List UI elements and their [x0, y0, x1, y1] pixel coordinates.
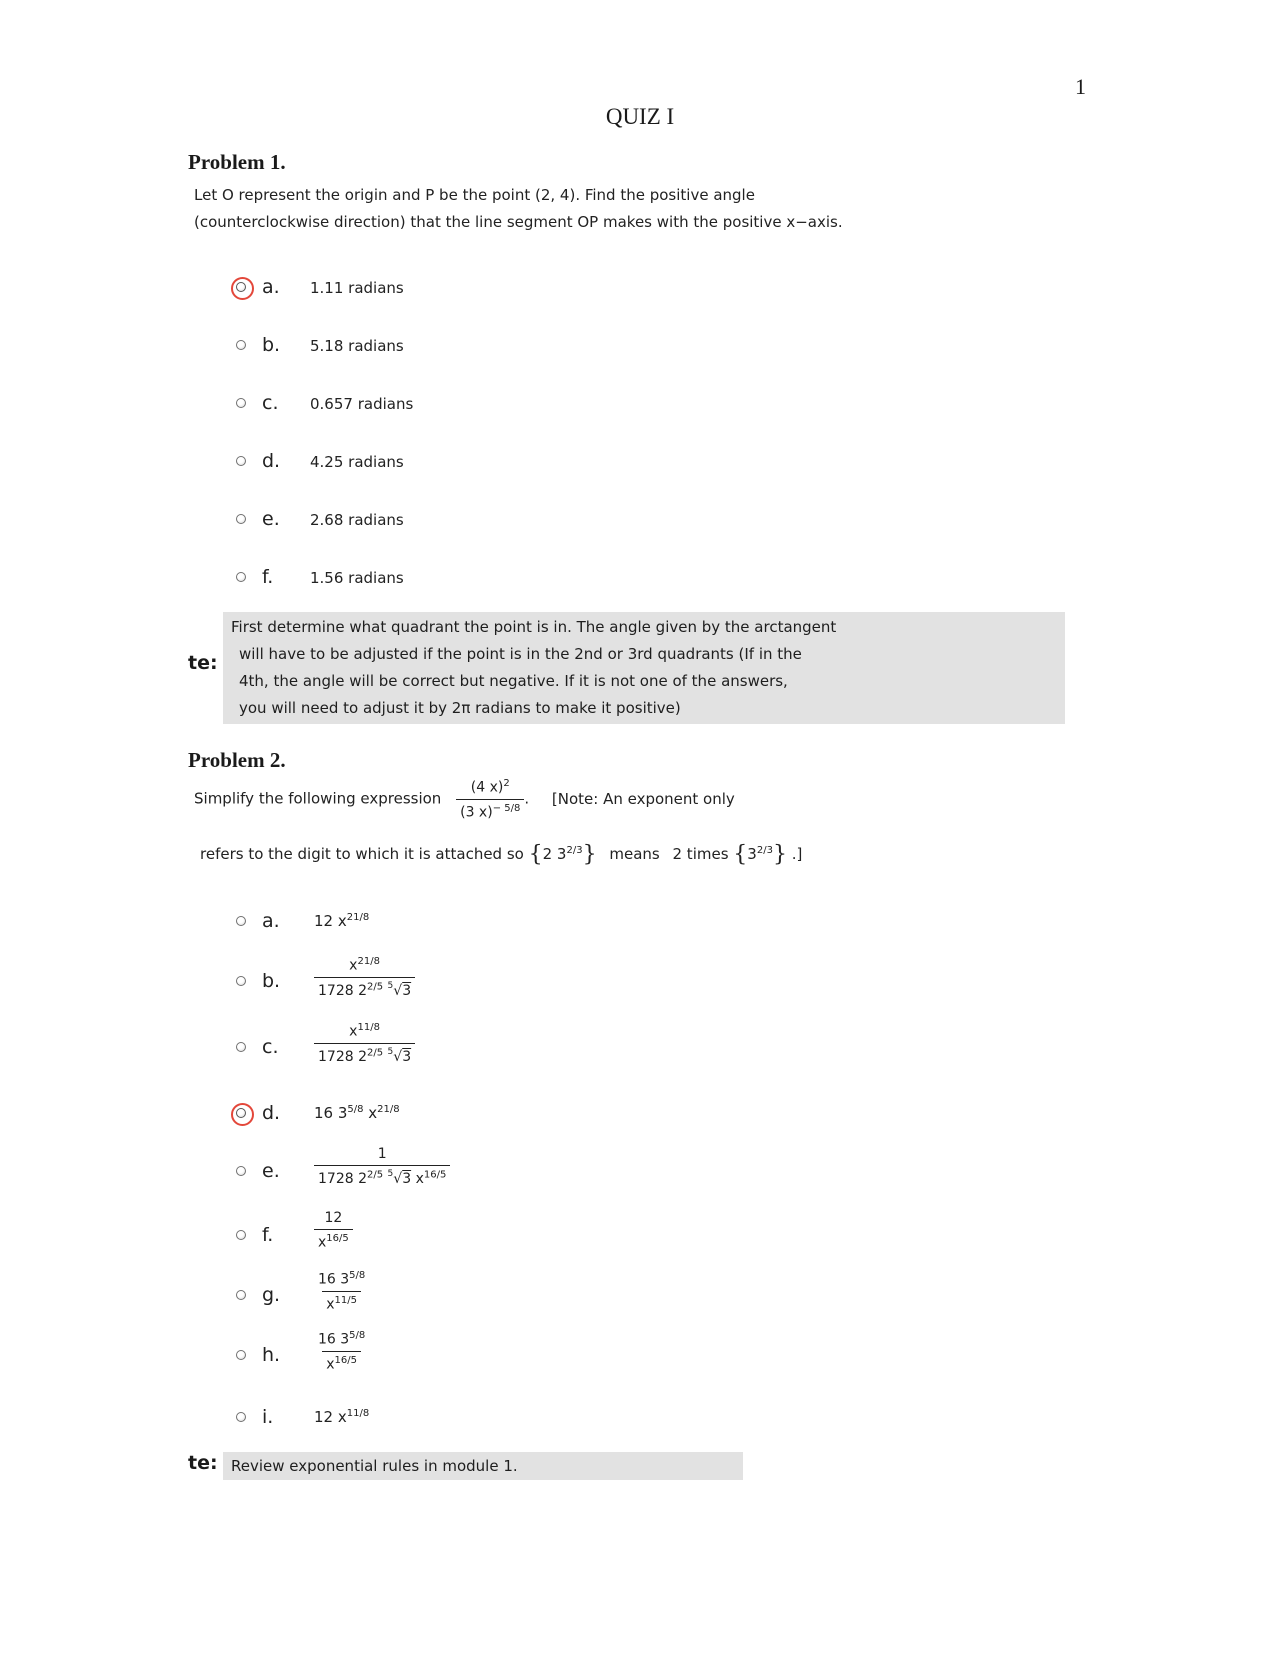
radio-button-selected[interactable]	[236, 1108, 246, 1118]
option-value: $\frac{16 3^{5/8}}{x^{16/5}}$	[318, 1330, 366, 1373]
page-number: 1	[1075, 74, 1086, 99]
p2-option-e[interactable]	[230, 1146, 930, 1192]
option-value: 2.68 radians	[310, 511, 404, 529]
option-value: 12 $x^{21/8}$	[314, 912, 370, 930]
option-letter: a.	[262, 276, 280, 298]
note-line: you will need to adjust it by 2π radians to make it positive)	[239, 699, 681, 717]
problem-1-heading: Problem 1.	[188, 150, 286, 174]
p1-option-d[interactable]	[230, 446, 930, 486]
radio-button[interactable]	[236, 976, 246, 986]
prompt-text-c: 2 times	[672, 845, 729, 863]
radio-button-selected[interactable]	[236, 282, 246, 292]
radio-button[interactable]	[236, 456, 246, 466]
radio-button[interactable]	[236, 1290, 246, 1300]
p2-option-a[interactable]	[230, 906, 930, 946]
radio-button[interactable]	[236, 514, 246, 524]
note-line: will have to be adjusted if the point is in the 2nd or 3rd quadrants (If in the	[239, 645, 802, 663]
p2-option-i[interactable]	[230, 1402, 930, 1442]
option-value: $\frac{1}{1728 2^{2/5} ^5√3 x^{16/5}}$	[314, 1146, 450, 1187]
option-value: 4.25 radians	[310, 453, 404, 471]
p2-option-f[interactable]	[230, 1210, 930, 1258]
radio-button[interactable]	[236, 1166, 246, 1176]
p2-option-g[interactable]	[230, 1270, 930, 1318]
p1-option-f[interactable]	[230, 562, 930, 602]
option-value: $\frac{x^{21/8}}{1728 2^{2/5} ^5√3}$	[314, 956, 415, 999]
option-letter: e.	[262, 1160, 280, 1182]
p2-option-d[interactable]	[230, 1098, 930, 1138]
problem-2-note-label: te:	[188, 1452, 218, 1474]
option-value: 0.657 radians	[310, 395, 414, 413]
quiz-title: QUIZ I	[605, 104, 675, 129]
p1-option-c[interactable]	[230, 388, 930, 428]
option-letter: f.	[262, 566, 274, 588]
problem-1-note	[223, 612, 1065, 724]
problem-1-note-label: te:	[188, 652, 218, 674]
radio-button[interactable]	[236, 398, 246, 408]
problem-1-prompt-line-1: Let O represent the origin and P be the point (2, 4). Find the positive angle	[194, 186, 755, 204]
p1-option-a[interactable]	[230, 272, 930, 312]
option-value: 5.18 radians	[310, 337, 404, 355]
prompt-text-a: refers to the digit to which it is attached so	[200, 845, 524, 863]
option-letter: c.	[262, 392, 279, 414]
option-value: 1.56 radians	[310, 569, 404, 587]
radio-button[interactable]	[236, 1230, 246, 1240]
radio-button[interactable]	[236, 340, 246, 350]
p2-option-c[interactable]	[230, 1022, 930, 1068]
radio-button[interactable]	[236, 1412, 246, 1422]
note-line: First determine what quadrant the point is in. The angle given by the arctangent	[231, 618, 837, 636]
problem-2-note: Review exponential rules in module 1.	[223, 1452, 743, 1480]
option-letter: b.	[262, 970, 281, 992]
option-letter: d.	[262, 450, 281, 472]
problem-2-prompt-line-2: refers to the digit to which it is attached so {2 $3^{2/3}$} means 2 times $\{3^{2/3}\}$ .]	[200, 842, 803, 867]
problem-2-prompt-line-1: Simplify the following expression $\frac{(4 x)^2}{(3 x)^{- 5/8}}$ . [Note: An exponent only	[194, 778, 735, 821]
problem-2-heading: Problem 2.	[188, 748, 286, 772]
note-line: 4th, the angle will be correct but negative. If it is not one of the answers,	[239, 672, 788, 690]
expression-fraction: $\frac{(4 x)^2}{(3 x)^{- 5/8}}$	[456, 778, 524, 820]
radio-button[interactable]	[236, 572, 246, 582]
option-letter: h.	[262, 1344, 281, 1366]
p1-option-b[interactable]	[230, 330, 930, 370]
option-value: 12 $x^{11/8}$	[314, 1408, 370, 1426]
radio-button[interactable]	[236, 1042, 246, 1052]
p2-option-b[interactable]	[230, 956, 930, 1002]
option-letter: g.	[262, 1284, 281, 1306]
option-letter: c.	[262, 1036, 279, 1058]
radio-button[interactable]	[236, 1350, 246, 1360]
problem-1-prompt-line-2: (counterclockwise direction) that the line segment OP makes with the positive x−axis.	[194, 213, 843, 231]
option-value: 1.11 radians	[310, 279, 404, 297]
prompt-note: [Note: An exponent only	[551, 789, 735, 808]
option-letter: i.	[262, 1406, 274, 1428]
option-value: $\frac{12}{x^{16/5}}$	[314, 1210, 353, 1251]
p2-option-h[interactable]	[230, 1330, 930, 1378]
option-letter: d.	[262, 1102, 281, 1124]
option-letter: a.	[262, 910, 280, 932]
prompt-lead: Simplify the following expression	[194, 789, 442, 808]
option-letter: b.	[262, 334, 281, 356]
option-value: $\frac{x^{11/8}}{1728 2^{2/5} ^5√3}$	[314, 1022, 415, 1065]
p1-option-e[interactable]	[230, 504, 930, 544]
option-value: $\frac{16 3^{5/8}}{x^{11/5}}$	[318, 1270, 366, 1313]
option-letter: f.	[262, 1224, 274, 1246]
option-value: 16 $3^{5/8}$ $x^{21/8}$	[314, 1104, 400, 1122]
radio-button[interactable]	[236, 916, 246, 926]
prompt-text-b: means	[609, 845, 660, 863]
option-letter: e.	[262, 508, 280, 530]
